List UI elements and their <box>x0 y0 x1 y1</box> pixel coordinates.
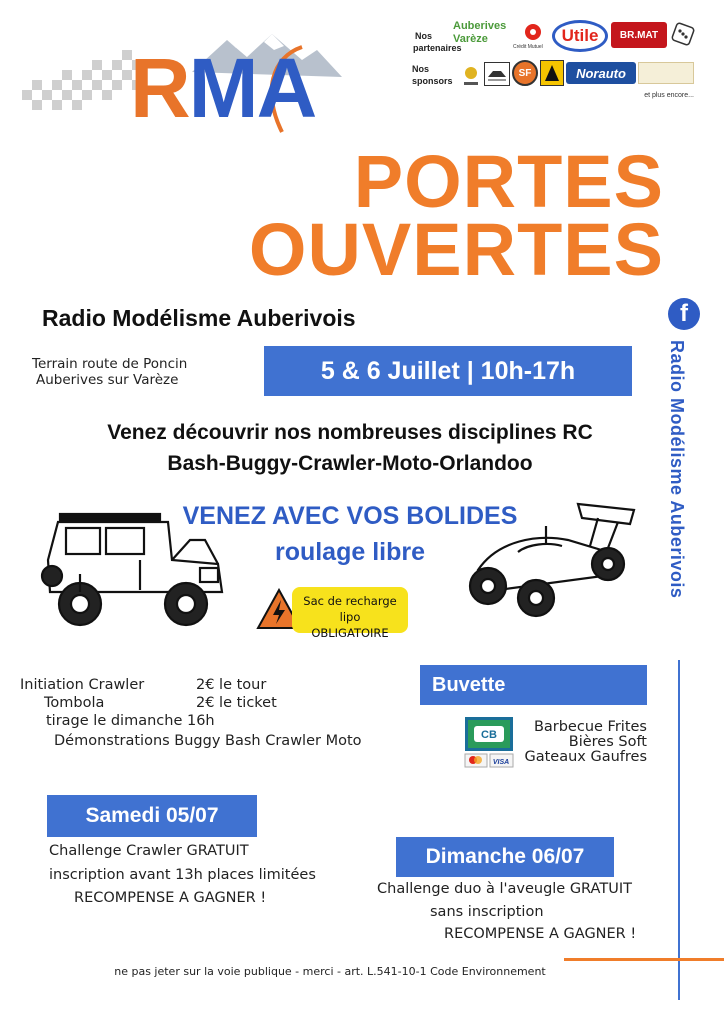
partners-label-line1: Nos <box>415 31 433 41</box>
samedi-header: Samedi 05/07 <box>47 795 257 837</box>
sponsor-logo-norauto: Norauto <box>566 62 636 84</box>
horizontal-divider <box>564 958 724 961</box>
facebook-icon[interactable]: f <box>668 298 700 330</box>
samedi-line2: inscription avant 13h places limitées <box>49 867 316 883</box>
svg-text:CB: CB <box>481 729 497 741</box>
tombola-label: Tombola <box>44 695 105 711</box>
crawler-initiation-price: 2€ le tour <box>196 677 267 693</box>
samedi-line3: RECOMPENSE A GAGNER ! <box>74 890 267 906</box>
roulage-libre: roulage libre <box>274 538 426 566</box>
sponsor-logo-3: SF <box>512 60 538 86</box>
title-line2: OUVERTES <box>248 208 664 291</box>
sponsors-label <box>412 63 453 87</box>
dice-icon <box>671 22 695 46</box>
partners-label-line2: partenaires <box>413 43 462 53</box>
title-line1: PORTES <box>353 140 664 223</box>
bolides-headline: VENEZ AVEC VOS BOLIDES <box>182 502 518 530</box>
menu-item-bieres: Bières Soft <box>568 734 647 750</box>
more-sponsors-text: et plus encore... <box>644 92 694 99</box>
club-name: Radio Modélisme Auberivois <box>42 305 356 331</box>
lipo-bag-line1: Sac de recharge lipo <box>303 594 397 624</box>
tombola-price: 2€ le ticket <box>196 695 277 711</box>
logo-text <box>130 41 316 135</box>
sponsor-logo-4 <box>540 60 564 86</box>
sponsor-logo-2 <box>484 62 510 86</box>
sponsors-label-line2: sponsors <box>412 76 453 86</box>
disciplines-line1: Venez découvrir nos nombreuses disciplines RC <box>107 421 593 444</box>
page-title <box>248 140 664 291</box>
dimanche-line1: Challenge duo à l'aveugle GRATUIT <box>377 881 632 897</box>
address <box>32 356 187 388</box>
vertical-club-name: Radio Modélisme Auberivois <box>667 340 687 599</box>
address-line1: Terrain route de Poncin <box>32 356 188 372</box>
partner-logo-brmat: BR.MAT <box>611 22 667 48</box>
partner-logo-auberives: Auberives Varèze <box>453 20 507 45</box>
svg-text:VISA: VISA <box>492 759 510 766</box>
payment-cards-icon <box>464 716 514 768</box>
partner-logo-utile: Utile <box>552 20 608 52</box>
footer-notice: ne pas jeter sur la voie publique - merci - art. L.541-10-1 Code Environnement <box>114 965 546 978</box>
logo-letter-a: A <box>256 41 316 135</box>
sponsor-logo-6 <box>638 62 694 84</box>
disciplines-line2: Bash-Buggy-Crawler-Moto-Orlandoo <box>167 452 533 475</box>
logo-letter-m: M <box>188 41 257 135</box>
demonstrations-text: Démonstrations Buggy Bash Crawler Moto <box>54 733 362 749</box>
samedi-line1: Challenge Crawler GRATUIT <box>49 843 249 859</box>
activities-list <box>18 676 418 756</box>
menu-item-gateaux: Gateaux Gaufres <box>524 749 647 765</box>
menu-item-barbecue: Barbecue Frites <box>533 719 647 735</box>
sponsor-logo-1 <box>460 64 482 88</box>
dimanche-line2: sans inscription <box>430 904 544 920</box>
crawler-initiation-label: Initiation Crawler <box>20 677 145 693</box>
tombola-draw-time: tirage le dimanche 16h <box>46 713 215 729</box>
lipo-bag-line2: OBLIGATOIRE <box>311 626 389 640</box>
buvette-menu <box>520 720 647 765</box>
vertical-divider <box>678 660 680 1000</box>
sponsors-label-line1: Nos <box>412 64 430 74</box>
dimanche-line3: RECOMPENSE A GAGNER ! <box>444 926 637 942</box>
partner-logo-credit-mutuel: Crédit Mutuel <box>517 20 549 52</box>
lipo-bag-notice <box>292 587 408 640</box>
address-line2: Auberives sur Varèze <box>36 372 179 388</box>
dimanche-header: Dimanche 06/07 <box>396 837 614 877</box>
date-banner: 5 & 6 Juillet | 10h-17h <box>264 346 632 396</box>
logo-letter-r: R <box>130 41 189 135</box>
buvette-header: Buvette <box>420 665 647 705</box>
